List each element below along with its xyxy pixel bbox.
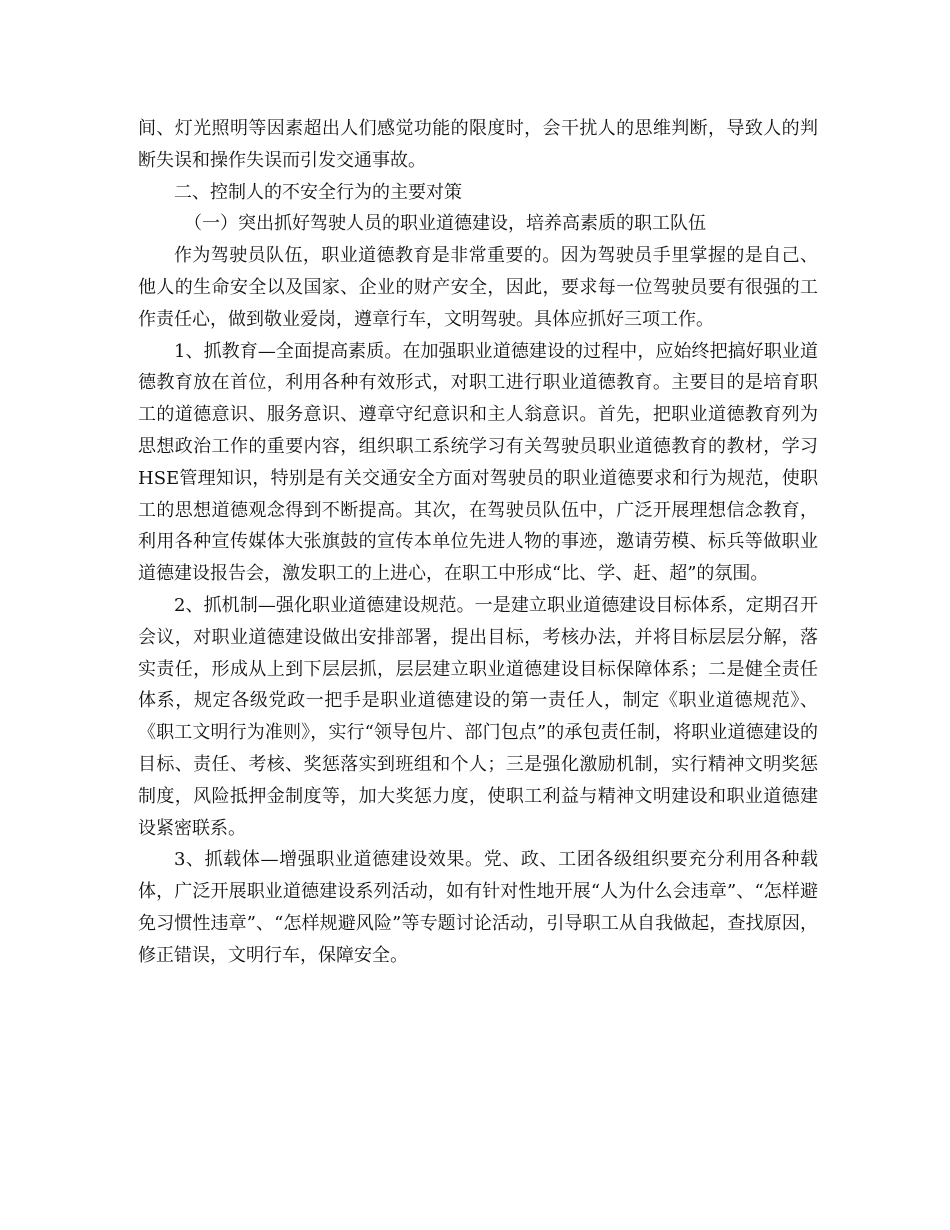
paragraph-intro: 作为驾驶员队伍，职业道德教育是非常重要的。因为驾驶员手里掌握的是自己、他人的生命安全以及国家、企业的财产安全，因此，要求每一位驾驶员要有很强的工作责任心，做到敬业爱岗，遵章行车，文明驾驶。具体应抓好三项工作。: [138, 245, 818, 330]
subsection-heading: （一）突出抓好驾驶人员的职业道德建设，培养高素质的职工队伍: [184, 213, 706, 235]
document-body: [138, 113, 818, 972]
paragraph-item-2: 2、抓机制—强化职业道德建设规范。一是建立职业道德建设目标体系，定期召开会议，对职业道德建设做出安排部署，提出目标，考核办法，并将目标层层分解，落实责任，形成从上到下层层抓，层层建立职业道德建设目标保障体系；二是健全责任体系，规定各级党政一把手是职业道德建设的第一责任人，制定《职业道德规范》、《职工文明行为准则》，实行“领导包片、部门包点”的承包责任制，将职业道德建设的目标、责任、考核、奖惩落实到班组和个人；三是强化激励机制，实行精神文明奖惩制度，风险抵押金制度等，加大奖惩力度，使职工利益与精神文明建设和职业道德建设紧密联系。: [138, 594, 818, 839]
paragraph-continuation: 间、灯光照明等因素超出人们感觉功能的限度时，会干扰人的思维判断，导致人的判断失误和操作失误而引发交通事故。: [138, 118, 818, 171]
section-heading: 二、控制人的不安全行为的主要对策: [174, 181, 462, 203]
paragraph-item-1: 1、抓教育—全面提高素质。在加强职业道德建设的过程中，应始终把搞好职业道德教育放在首位，利用各种有效形式，对职工进行职业道德教育。主要目的是培育职工的道德意识、服务意识、遵章守纪意识和主人翁意识。首先，把职业道德教育列为思想政治工作的重要内容，组织职工系统学习有关驾驶员职业道德教育的教材，学习HSE管理知识，特别是有关交通安全方面对驾驶员的职业道德要求和行为规范，使职工的思想道德观念得到不断提高。其次，在驾驶员队伍中，广泛开展理想信念教育，利用各种宣传媒体大张旗鼓的宣传本单位先进人物的事迹，邀请劳模、标兵等做职业道德建设报告会，激发职工的上进心，在职工中形成“比、学、赶、超”的氛围。: [138, 340, 818, 585]
paragraph-item-3: 3、抓载体—增强职业道德建设效果。党、政、工团各级组织要充分利用各种载体，广泛开展职业道德建设系列活动，如有针对性地开展“人为什么会违章”、“怎样避免习惯性违章”、“怎样规避风险”等专题讨论活动，引导职工从自我做起，查找原因，修正错误，文明行车，保障安全。: [138, 849, 818, 966]
